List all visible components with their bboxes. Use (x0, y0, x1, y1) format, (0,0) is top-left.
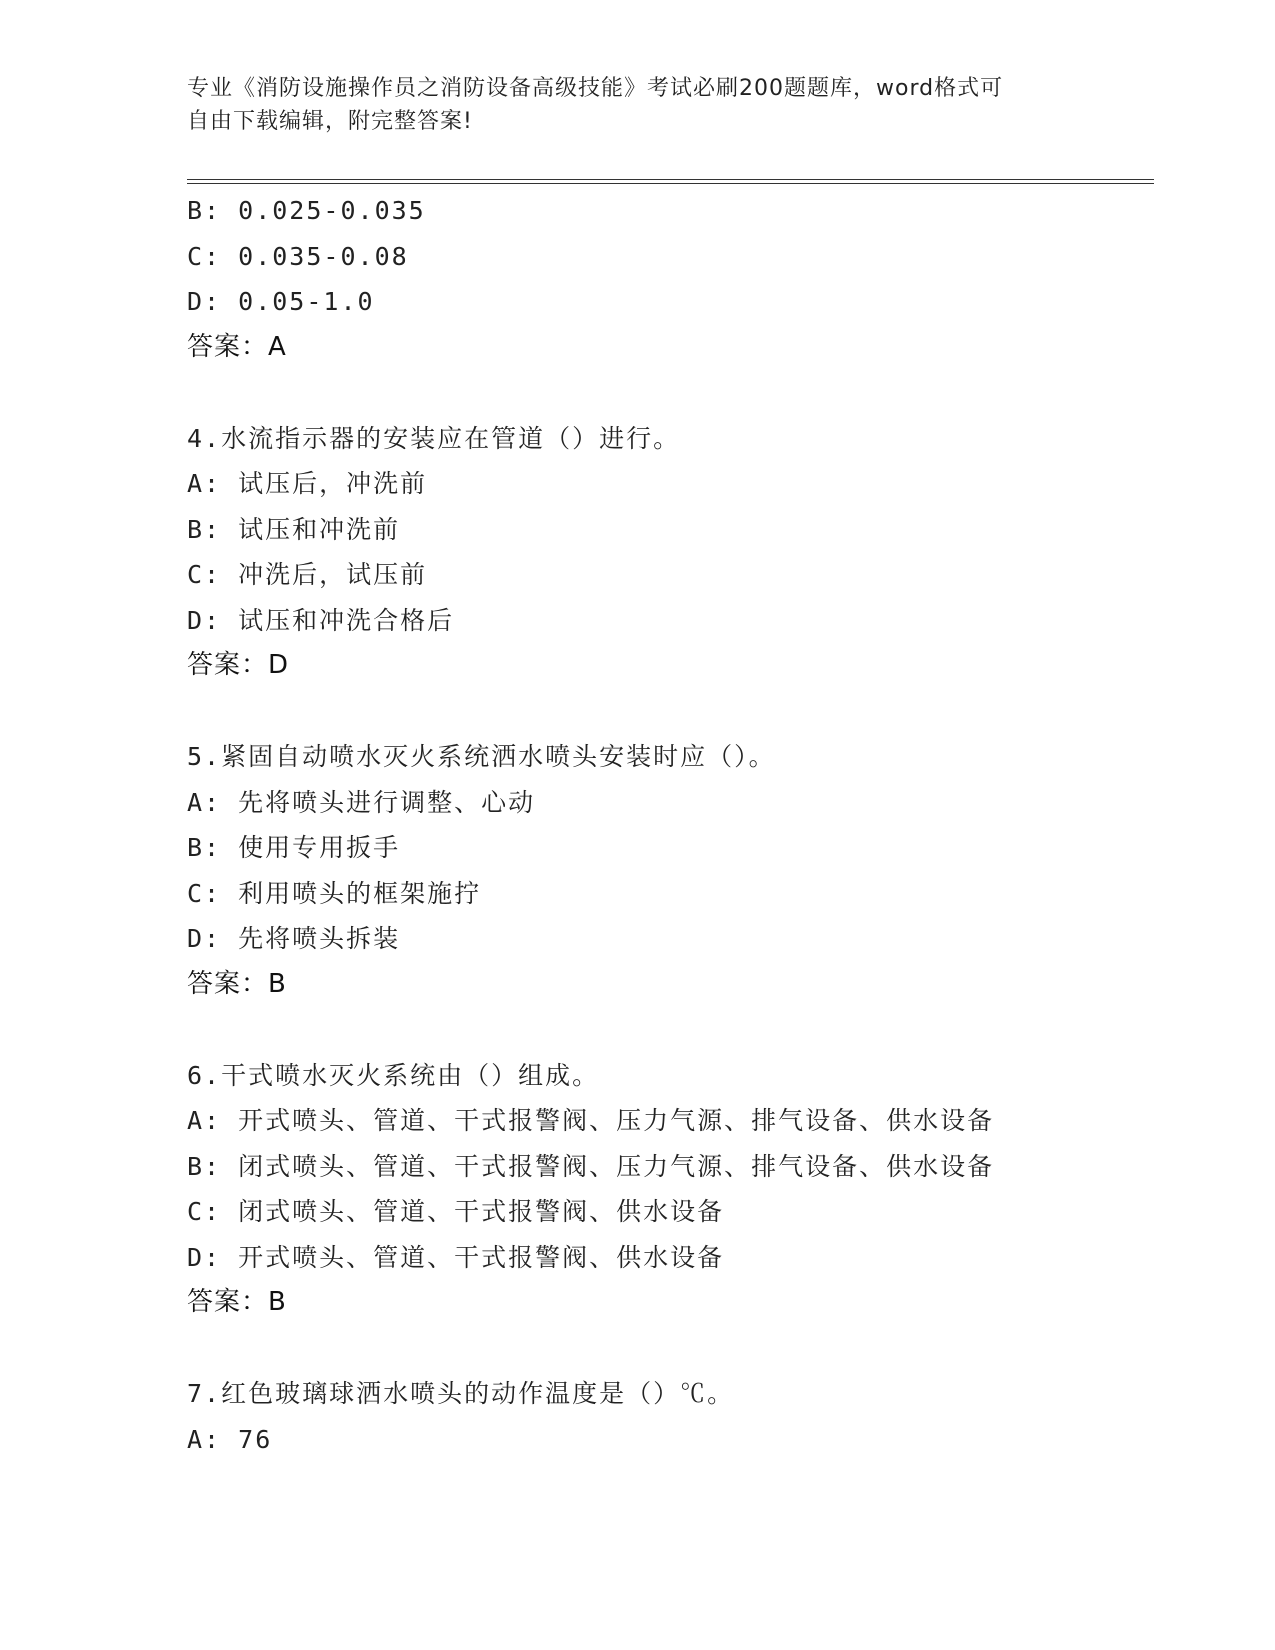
question-stem: 5.紧固自动喷水灭火系统洒水喷头安装时应（）。 (187, 742, 776, 771)
document-body (187, 188, 1187, 1462)
option-b: B: 使用专用扳手 (187, 833, 401, 862)
question-5 (187, 734, 1187, 1007)
spacer (187, 370, 1187, 416)
question-stem: 6.干式喷水灭火系统由（）组成。 (187, 1060, 600, 1090)
spacer (187, 1007, 1187, 1053)
option-c: C: 0.035-0.08 (187, 241, 409, 271)
header-line-2: 自由下载编辑，附完整答案! (187, 109, 473, 134)
option-a: A: 开式喷头、管道、干式报警阀、压力气源、排气设备、供水设备 (187, 1106, 995, 1135)
spacer (187, 1326, 1187, 1372)
option-d: D: 试压和冲洗合格后 (187, 605, 455, 635)
question-3-fragment (187, 188, 1187, 370)
question-6 (187, 1053, 1187, 1326)
header-divider (187, 179, 1154, 184)
option-c: C: 闭式喷头、管道、干式报警阀、供水设备 (187, 1197, 725, 1226)
option-c: C: 冲洗后，试压前 (187, 560, 428, 589)
option-d: D: 先将喷头拆装 (187, 924, 401, 953)
header-line-1: 专业《消防设施操作员之消防设备高级技能》考试必刷200题题库，word格式可 (187, 76, 1004, 101)
option-b: B: 闭式喷头、管道、干式报警阀、压力气源、排气设备、供水设备 (187, 1151, 995, 1181)
option-b: B: 试压和冲洗前 (187, 514, 401, 544)
option-a: A: 76 (187, 1424, 273, 1454)
question-stem: 4.水流指示器的安装应在管道（）进行。 (187, 423, 681, 453)
question-stem: 7.红色玻璃球洒水喷头的动作温度是（）℃。 (187, 1379, 735, 1408)
option-a: A: 试压后，冲洗前 (187, 469, 428, 498)
option-a: A: 先将喷头进行调整、心动 (187, 787, 536, 817)
option-c: C: 利用喷头的框架施拧 (187, 878, 482, 908)
answer-line: 答案：A (187, 331, 287, 362)
answer-line: 答案：D (187, 650, 290, 680)
spacer (187, 689, 1187, 735)
option-d: D: 开式喷头、管道、干式报警阀、供水设备 (187, 1242, 725, 1272)
answer-line: 答案：B (187, 1287, 287, 1317)
question-7 (187, 1371, 1187, 1462)
option-b: B: 0.025-0.035 (187, 196, 426, 225)
page-header (187, 72, 1087, 138)
question-4 (187, 416, 1187, 689)
option-d: D: 0.05-1.0 (187, 287, 375, 316)
answer-line: 答案：B (187, 968, 287, 999)
